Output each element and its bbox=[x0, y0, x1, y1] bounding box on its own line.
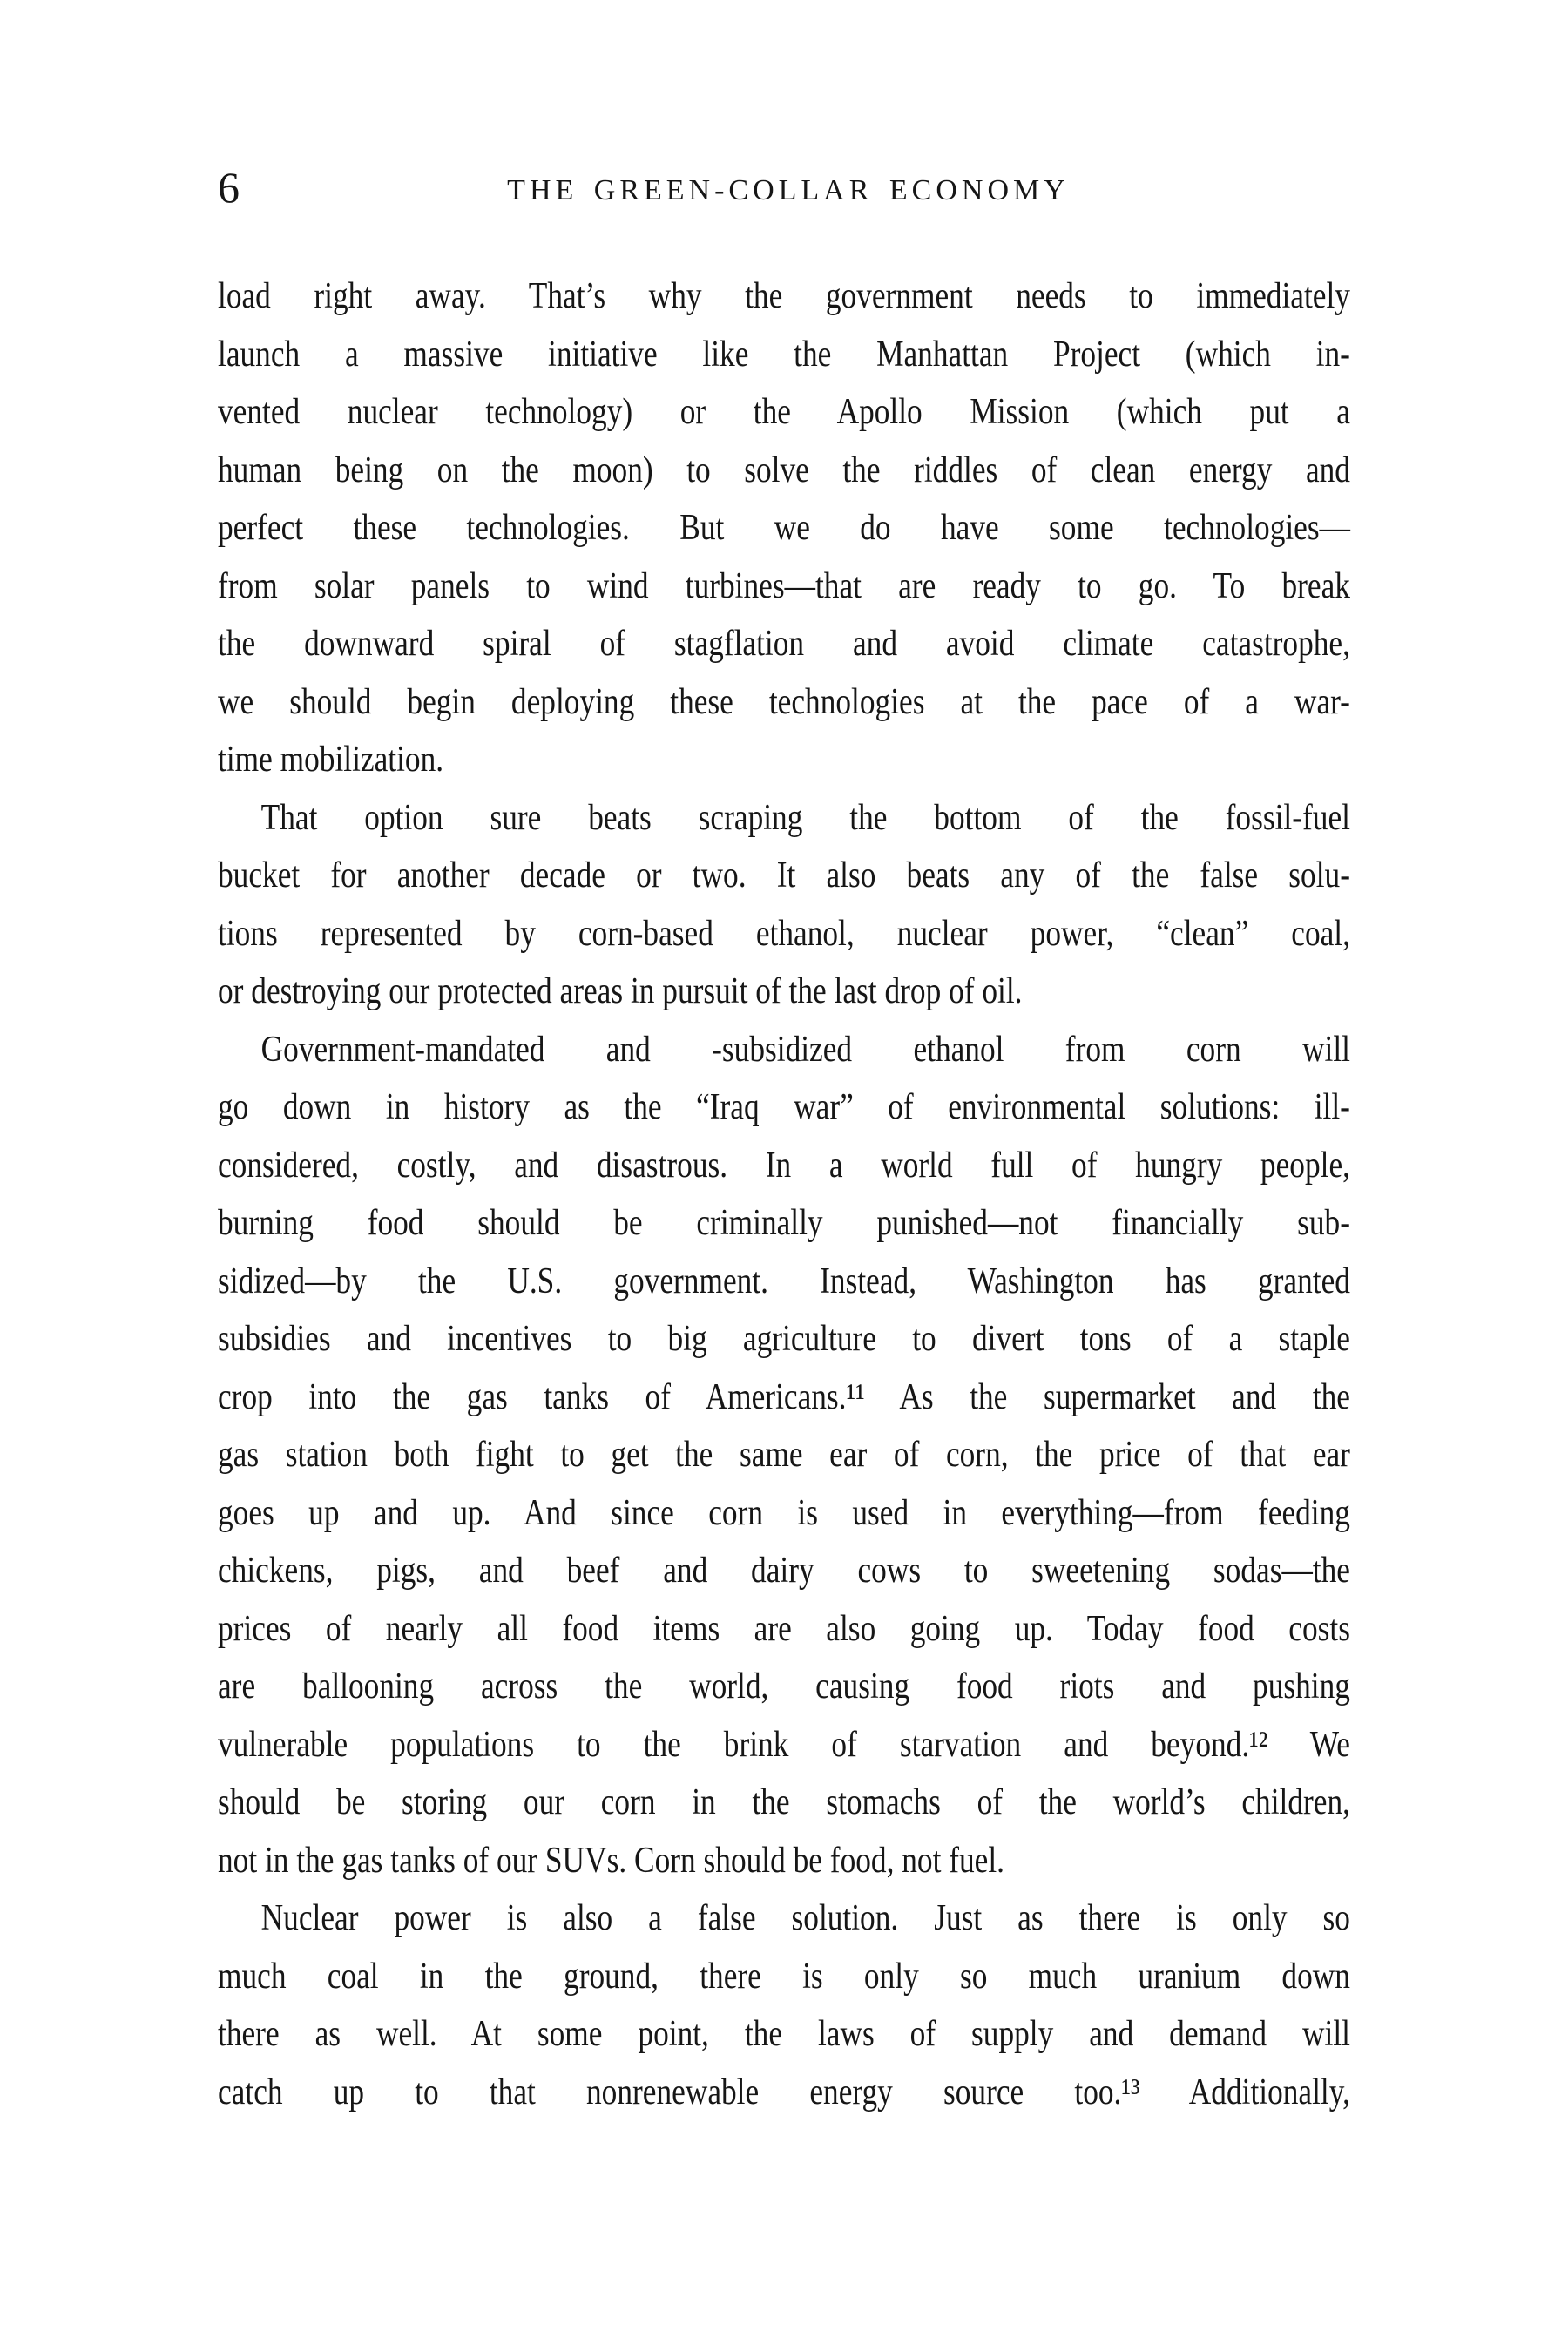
body-text-line: chickens, pigs, and beef and dairy cows to sweetening sodas—the bbox=[218, 1551, 1350, 1591]
body-text-line: from solar panels to wind turbines—that are ready to go. To break bbox=[218, 565, 1350, 606]
body-text-line: launch a massive initiative like the Manhattan Project (which in- bbox=[218, 334, 1350, 375]
body-text-line: load right away. That’s why the government needs to immediately bbox=[218, 276, 1350, 316]
page-number: 6 bbox=[218, 163, 240, 212]
body-text-line: go down in history as the “Iraq war” of environmental solutions: ill- bbox=[218, 1087, 1350, 1127]
body-text-line: That option sure beats scraping the bottom of the fossil-fuel bbox=[260, 797, 1350, 838]
body-text-line: there as well. At some point, the laws of supply and demand will bbox=[218, 2014, 1350, 2054]
body-text-line: much coal in the ground, there is only so much uranium down bbox=[218, 1956, 1350, 1997]
body-text-line: crop into the gas tanks of Americans.¹¹ As the supermarket and the bbox=[218, 1376, 1350, 1417]
body-text-line: not in the gas tanks of our SUVs. Corn should be food, not fuel. bbox=[218, 1840, 1005, 1881]
body-text bbox=[218, 267, 1350, 2121]
body-text-line: gas station both fight to get the same ear of corn, the price of that ear bbox=[218, 1435, 1350, 1475]
body-text-line: or destroying our protected areas in pursuit of the last drop of oil. bbox=[218, 971, 1023, 1011]
body-text-line: we should begin deploying these technologies at the pace of a war- bbox=[218, 681, 1350, 722]
body-text-line: tions represented by corn-based ethanol, nuclear power, “clean” coal, bbox=[218, 913, 1350, 954]
body-text-line: vulnerable populations to the brink of starvation and beyond.¹² We bbox=[218, 1724, 1350, 1765]
body-text-line: burning food should be criminally punished—not financially sub- bbox=[218, 1203, 1350, 1243]
body-text-line: goes up and up. And since corn is used in everything—from feeding bbox=[218, 1492, 1350, 1533]
body-text-line: human being on the moon) to solve the riddles of clean energy and bbox=[218, 449, 1350, 490]
body-text-line: are ballooning across the world, causing food riots and pushing bbox=[218, 1666, 1350, 1707]
body-text-line: time mobilization. bbox=[218, 740, 444, 780]
body-text-line: catch up to that nonrenewable energy source too.¹³ Additionally, bbox=[218, 2072, 1350, 2112]
body-text-line: sidized—by the U.S. government. Instead, Washington has granted bbox=[218, 1260, 1350, 1301]
body-text-line: vented nuclear technology) or the Apollo Mission (which put a bbox=[218, 392, 1350, 432]
body-text-line: considered, costly, and disastrous. In a world full of hungry people, bbox=[218, 1145, 1350, 1186]
body-text-line: subsidies and incentives to big agriculture to divert tons of a staple bbox=[218, 1319, 1350, 1359]
body-text-line: the downward spiral of stagflation and avoid climate catastrophe, bbox=[218, 624, 1350, 664]
body-text-line: bucket for another decade or two. It also beats any of the false solu- bbox=[218, 855, 1350, 896]
running-head: THE GREEN-COLLAR ECONOMY bbox=[507, 174, 1070, 206]
body-text-line: perfect these technologies. But we do have some technologies— bbox=[218, 508, 1350, 548]
body-text-line: Nuclear power is also a false solution. Just as there is only so bbox=[260, 1898, 1350, 1938]
body-text-line: Government-mandated and -subsidized ethanol from corn will bbox=[260, 1029, 1350, 1070]
body-text-line: should be storing our corn in the stomachs of the world’s children, bbox=[218, 1782, 1350, 1822]
body-text-line: prices of nearly all food items are also going up. Today food costs bbox=[218, 1608, 1350, 1649]
